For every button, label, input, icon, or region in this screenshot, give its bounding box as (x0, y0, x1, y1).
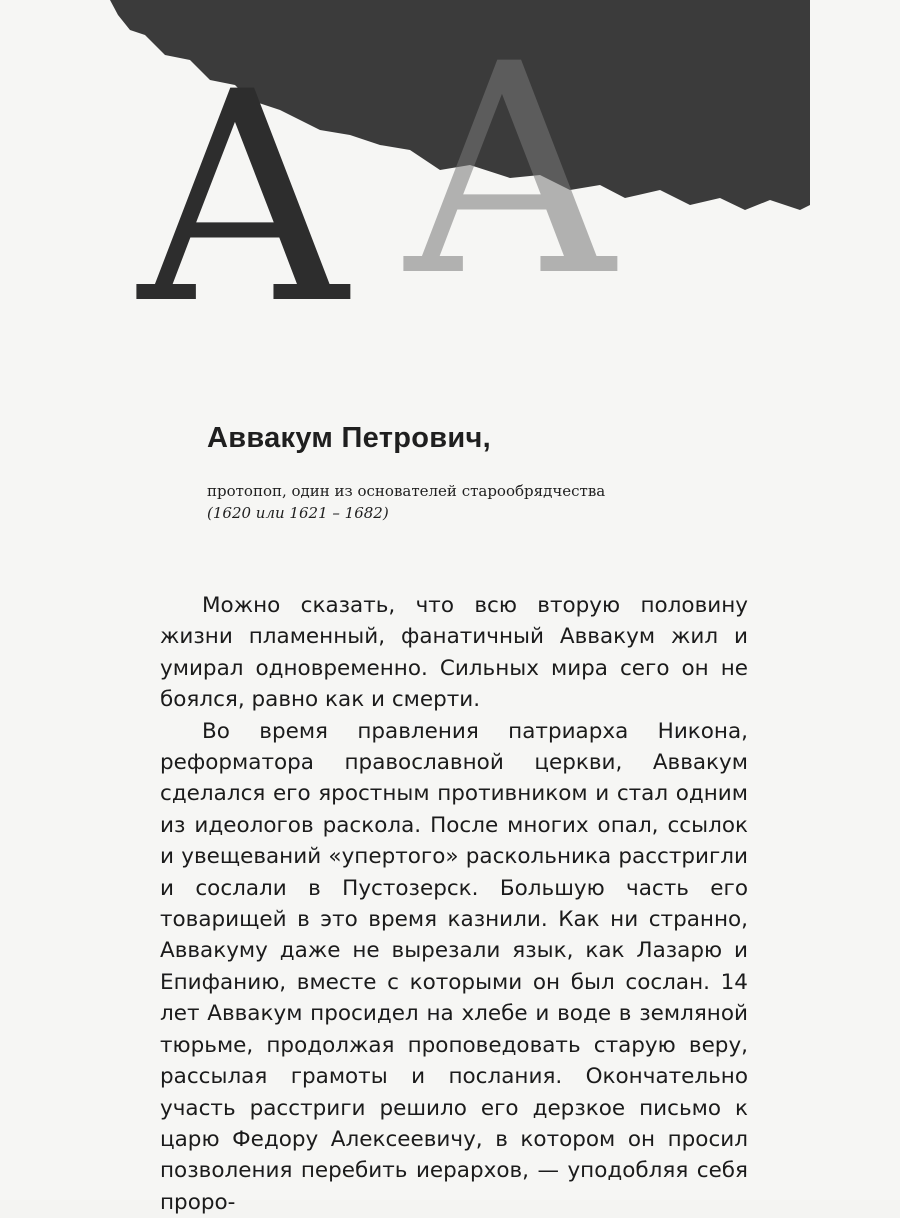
entry-heading (207, 420, 767, 524)
initial-letter: А (133, 31, 353, 368)
person-name: Аввакум Петрович, (207, 422, 491, 454)
initial-letter-shadow: А (400, 3, 620, 340)
person-dates: (1620 или 1621 – 1682) (207, 504, 389, 522)
person-role: протопоп, один из основателей старообрядчества (207, 482, 606, 500)
paragraph: Можно сказать, что всю вторую половину жизни пламенный, фанатичный Аввакум жил и умирал одновременно. Сильных мира сего он не боялся, равно как и смерти. (160, 593, 748, 713)
article-body (160, 590, 748, 1218)
paragraph: Во время правления патриарха Никона, реформатора православной церкви, Аввакум сделался его яростным противником и стал одним из идеологов раскола. После многих опал, ссылок и увещеваний «упертого» раскольника расстригли и сослали в Пустозерск. Большую часть его товарищей в это время казнили. Как ни странно, Аввакуму даже не вырезали язык, как Лазарю и Епифанию, вместе с которыми он был сослан. 14 лет Аввакум просидел на хлебе и воде в земляной тюрьме, продолжая проповедовать старую веру, рассылая грамоты и послания. Окончательно участь расстриги решило его дерзкое письмо к царю Федору Алексеевичу, в котором он просил позволения перебить иерархов, — уподобляя себя проро- (160, 718, 748, 1215)
